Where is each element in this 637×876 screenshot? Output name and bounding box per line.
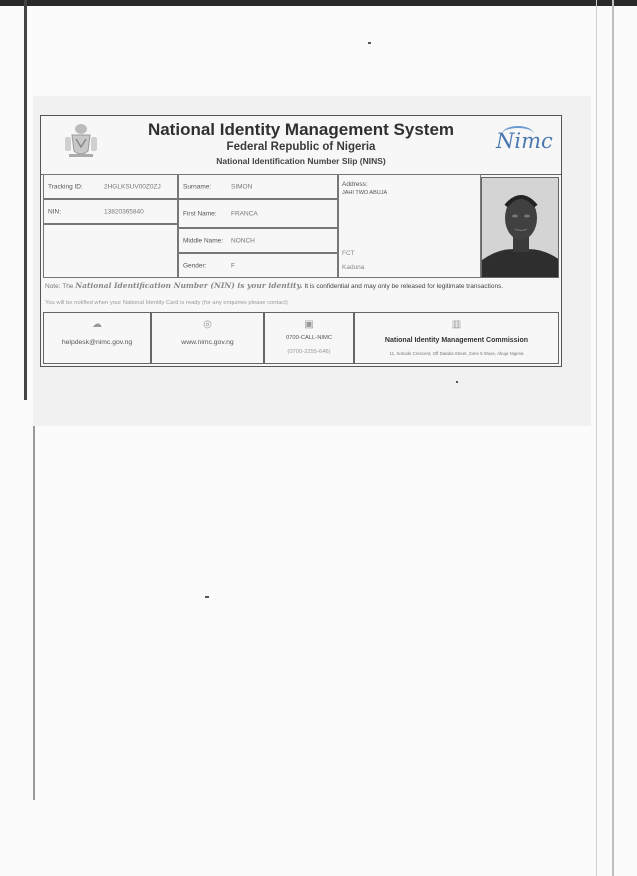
footer-org-address: 11, Sokode Crescent, Off Dalaba Street, Zone 5 Wuse, Abuja Nigeria <box>389 351 524 356</box>
footer-email: helpdesk@nimc.gov.ng <box>61 339 133 346</box>
address-line-2: FCT <box>342 250 355 257</box>
footer-website: www.nimc.gov.ng <box>181 339 234 346</box>
speck <box>205 596 209 598</box>
scan-edge-left-lower <box>33 400 35 800</box>
footer-phone-cell <box>264 312 354 364</box>
first-name-label: First Name: <box>183 210 217 217</box>
address-cell <box>338 174 481 278</box>
slip-header <box>41 116 561 175</box>
tracking-id-cell <box>43 174 178 199</box>
email-icon: ☁ <box>92 319 102 330</box>
scan-edge-right <box>596 0 597 876</box>
first-name-cell <box>178 199 338 228</box>
scan-edge-top <box>0 0 637 6</box>
building-icon: ▥ <box>451 319 462 330</box>
nin-cell <box>43 199 178 224</box>
gender-value: F <box>231 262 235 269</box>
note-emphasis: National Identification Number (NIN) is your identity. <box>75 281 303 290</box>
footer-phone-2: (0700-2255-646) <box>287 349 331 355</box>
address-line-1: JAHI TWO ABUJA <box>342 190 388 196</box>
speck <box>368 42 371 44</box>
nin-value: 13820365840 <box>104 208 144 215</box>
surname-cell <box>178 174 338 199</box>
address-label: Address: <box>342 181 368 188</box>
tracking-id-label: Tracking ID: <box>48 183 83 190</box>
slip-title: National Identification Number Slip (NINS) <box>216 156 386 166</box>
surname-label: Surname: <box>183 183 212 190</box>
address-line-3: Kaduna <box>342 264 365 271</box>
surname-value: SIMON <box>231 183 253 190</box>
globe-icon: ◎ <box>203 319 212 330</box>
note-line-1 <box>45 281 559 290</box>
scan-edge-left <box>24 0 27 400</box>
middle-name-label: Middle Name: <box>183 237 224 244</box>
footer-web-cell <box>151 312 264 364</box>
nimc-logo <box>493 124 553 164</box>
passport-photo <box>481 177 559 278</box>
tracking-id-value: 2HGLKSUV00Z0ZJ <box>104 183 161 190</box>
footer-org-name: National Identity Management Commission <box>384 337 529 344</box>
nin-label: NIN: <box>48 208 61 215</box>
portrait-image <box>482 178 559 278</box>
footer-phone-1: 0700-CALL-NIMC <box>285 335 333 341</box>
footer-org-cell <box>354 312 559 364</box>
nin-slip <box>40 115 562 367</box>
gender-cell <box>178 253 338 278</box>
gender-label: Gender: <box>183 262 207 269</box>
middle-name-cell <box>178 228 338 253</box>
page-title: National Identity Management System <box>147 120 455 139</box>
note-line-2: You will be notified when your National Identity Card is ready (for any enquiries please contact) <box>45 300 288 306</box>
scan-edge-right-outer <box>612 0 614 876</box>
phone-icon: ▣ <box>304 319 314 330</box>
note-suffix: It is confidential and may only be released for legitimate transactions. <box>304 283 504 290</box>
note-prefix: Note: The <box>45 283 74 290</box>
empty-cell <box>43 224 178 278</box>
speck <box>456 381 458 383</box>
footer-email-cell <box>43 312 151 364</box>
first-name-value: FRANCA <box>231 210 258 217</box>
subtitle: Federal Republic of Nigeria <box>226 141 376 153</box>
middle-name-value: NONCH <box>231 237 255 244</box>
nimc-logo-text: Nimc <box>496 129 553 153</box>
